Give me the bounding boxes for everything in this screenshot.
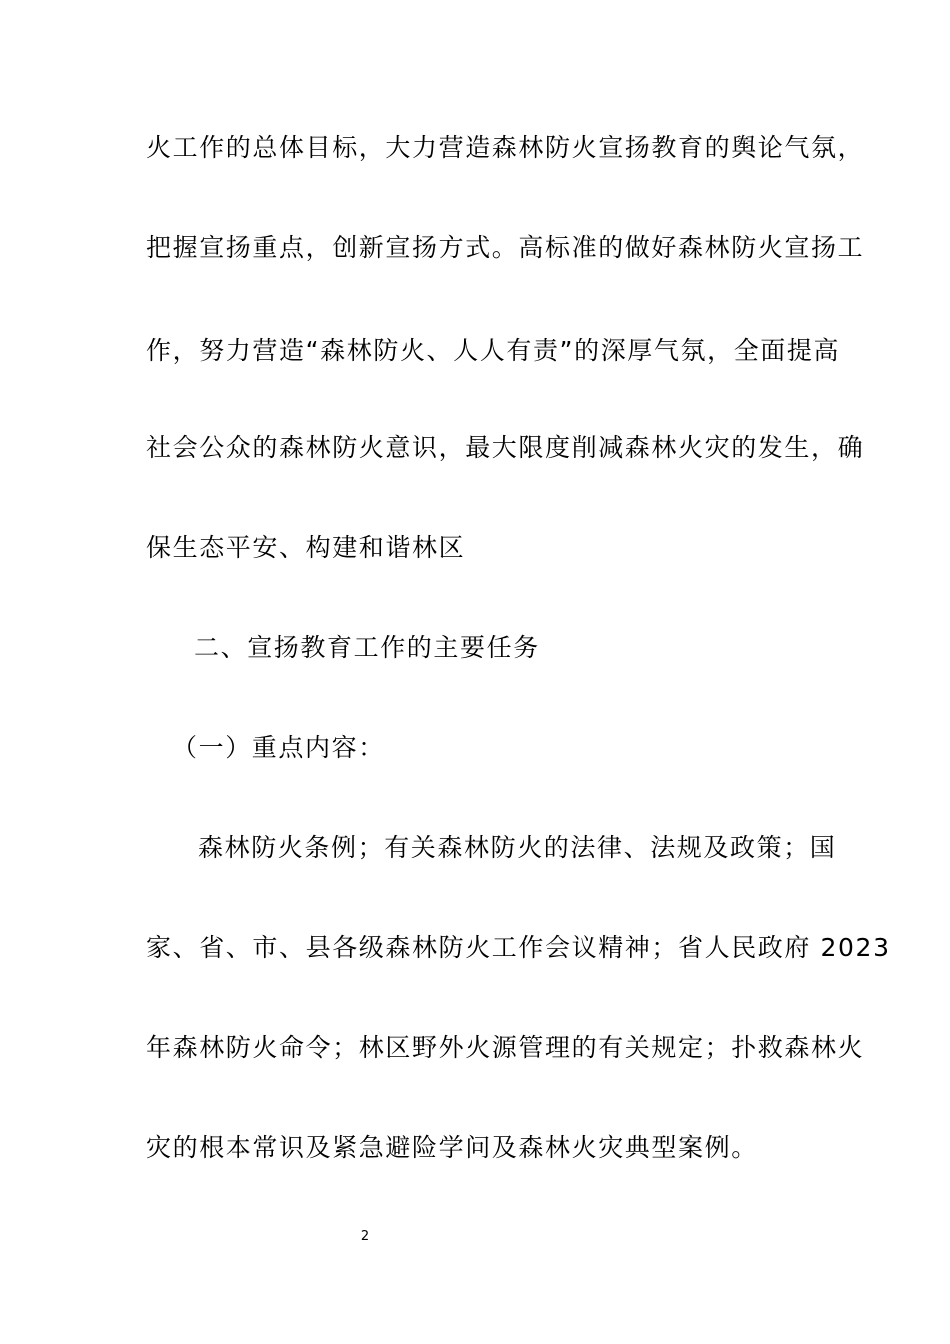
paragraph-line: 社会公众的森林防火意识，最大限度削减森林火灾的发生，确 [146, 433, 865, 462]
paragraph-line: 作，努力营造“森林防火、人人有责”的深厚气氛，全面提高 [146, 336, 841, 365]
subsection-heading: （一）重点内容： [172, 733, 385, 762]
section-heading: 二、宣扬教育工作的主要任务 [194, 633, 540, 662]
paragraph-line: 家、省、市、县各级森林防火工作会议精神；省人民政府 2023 [146, 933, 891, 962]
paragraph-line: 火工作的总体目标，大力营造森林防火宣扬教育的舆论气氛， [146, 133, 865, 162]
paragraph-line: 年森林防火命令；林区野外火源管理的有关规定；扑救森林火 [146, 1033, 865, 1062]
paragraph-line: 灾的根本常识及紧急避险学问及森林火灾典型案例。 [146, 1133, 758, 1162]
paragraph-line: 保生态平安、构建和谐林区 [146, 533, 466, 562]
paragraph-line: 把握宣扬重点，创新宣扬方式。高标准的做好森林防火宣扬工 [146, 233, 865, 262]
paragraph-line: 森林防火条例；有关森林防火的法律、法规及政策；国 [198, 833, 837, 862]
page-number: 2 [360, 1229, 370, 1244]
